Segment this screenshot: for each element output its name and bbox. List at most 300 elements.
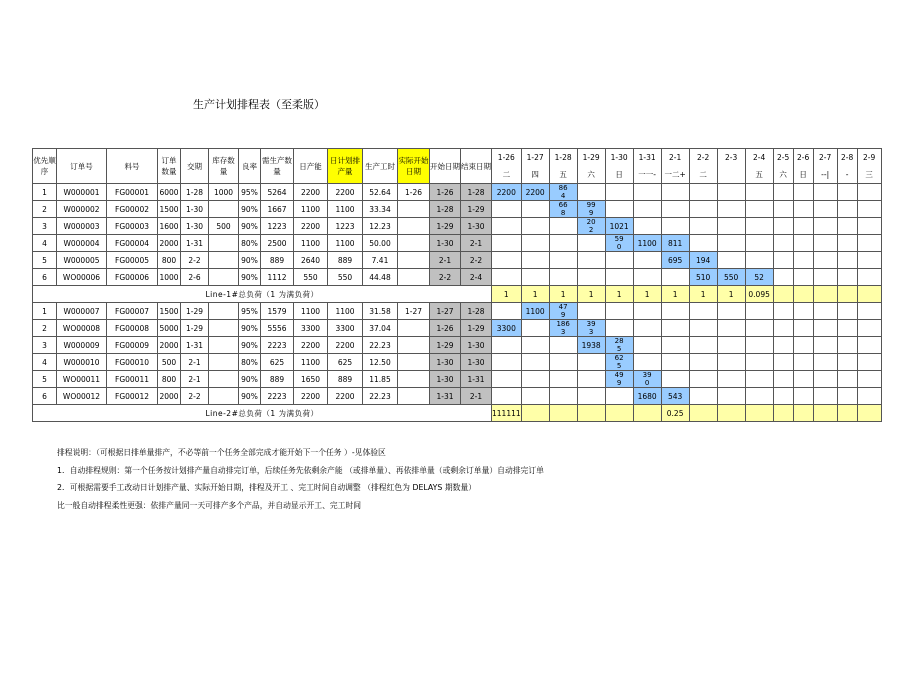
gantt-cell[interactable]: [793, 201, 813, 218]
cell-mat[interactable]: FG00005: [107, 252, 158, 269]
gantt-cell[interactable]: [773, 388, 793, 405]
gantt-cell[interactable]: [549, 388, 577, 405]
cell-p[interactable]: 3: [33, 337, 57, 354]
gantt-cell[interactable]: [689, 337, 717, 354]
gantt-cell[interactable]: [689, 320, 717, 337]
gantt-cell[interactable]: [793, 354, 813, 371]
cell-qty[interactable]: 6000: [158, 184, 181, 201]
gantt-cell[interactable]: [492, 252, 522, 269]
cell-actual[interactable]: [398, 388, 430, 405]
gantt-cell[interactable]: [633, 371, 661, 388]
cell-stock[interactable]: [209, 388, 239, 405]
gantt-cell[interactable]: [745, 337, 773, 354]
gantt-cell[interactable]: [837, 201, 857, 218]
cell-cap[interactable]: 2200: [294, 184, 328, 201]
cell-end[interactable]: 1-28: [461, 303, 492, 320]
gantt-cell[interactable]: [837, 354, 857, 371]
gantt-cell[interactable]: 695: [661, 252, 689, 269]
gantt-cell[interactable]: [793, 235, 813, 252]
gantt-cell[interactable]: [549, 354, 577, 371]
cell-due[interactable]: 1-30: [181, 218, 209, 235]
cell-mat[interactable]: FG00012: [107, 388, 158, 405]
gantt-cell[interactable]: 1021: [605, 218, 633, 235]
cell-cap[interactable]: 1100: [294, 303, 328, 320]
cell-actual[interactable]: [398, 371, 430, 388]
gantt-cell[interactable]: [605, 371, 633, 388]
cell-end[interactable]: 1-28: [461, 184, 492, 201]
cell-plan[interactable]: 1100: [328, 235, 363, 252]
cell-hrs[interactable]: 22.23: [363, 337, 398, 354]
gantt-cell[interactable]: [633, 218, 661, 235]
gantt-cell[interactable]: 543: [661, 388, 689, 405]
gantt-cell[interactable]: 1100: [521, 303, 549, 320]
cell-order[interactable]: W000003: [57, 218, 107, 235]
cell-hrs[interactable]: 22.23: [363, 388, 398, 405]
cell-start[interactable]: 1-28: [430, 201, 461, 218]
gantt-cell[interactable]: [717, 235, 745, 252]
gantt-cell[interactable]: [633, 337, 661, 354]
cell-yield[interactable]: 90%: [239, 218, 261, 235]
cell-hrs[interactable]: 52.64: [363, 184, 398, 201]
gantt-cell[interactable]: 2200: [521, 184, 549, 201]
cell-stock[interactable]: [209, 303, 239, 320]
gantt-cell[interactable]: [745, 184, 773, 201]
cell-mat[interactable]: FG00004: [107, 235, 158, 252]
gantt-cell[interactable]: [857, 303, 881, 320]
gantt-cell[interactable]: [689, 184, 717, 201]
cell-start[interactable]: 1-30: [430, 354, 461, 371]
gantt-cell[interactable]: [813, 184, 837, 201]
gantt-cell[interactable]: [605, 252, 633, 269]
cell-due[interactable]: 1-29: [181, 303, 209, 320]
gantt-cell[interactable]: [521, 371, 549, 388]
gantt-cell[interactable]: [661, 303, 689, 320]
gantt-cell[interactable]: [813, 303, 837, 320]
gantt-cell[interactable]: [549, 184, 577, 201]
cell-cap[interactable]: 2200: [294, 218, 328, 235]
cell-need[interactable]: 1667: [261, 201, 294, 218]
gantt-cell[interactable]: [773, 337, 793, 354]
gantt-cell[interactable]: [492, 269, 522, 286]
gantt-cell[interactable]: [577, 371, 605, 388]
gantt-cell[interactable]: [577, 235, 605, 252]
cell-start[interactable]: 1-27: [430, 303, 461, 320]
cell-plan[interactable]: 3300: [328, 320, 363, 337]
cell-qty[interactable]: 800: [158, 252, 181, 269]
cell-due[interactable]: 1-30: [181, 201, 209, 218]
cell-qty[interactable]: 1500: [158, 201, 181, 218]
gantt-cell[interactable]: [549, 337, 577, 354]
cell-hrs[interactable]: 37.04: [363, 320, 398, 337]
gantt-cell[interactable]: [633, 184, 661, 201]
gantt-cell[interactable]: [689, 388, 717, 405]
gantt-cell[interactable]: [521, 218, 549, 235]
cell-due[interactable]: 2-2: [181, 252, 209, 269]
cell-due[interactable]: 2-1: [181, 371, 209, 388]
cell-yield[interactable]: 95%: [239, 184, 261, 201]
gantt-cell[interactable]: [633, 201, 661, 218]
cell-mat[interactable]: FG00010: [107, 354, 158, 371]
gantt-cell[interactable]: [492, 371, 522, 388]
gantt-cell[interactable]: [633, 303, 661, 320]
gantt-cell[interactable]: [793, 337, 813, 354]
gantt-cell[interactable]: [492, 218, 522, 235]
gantt-cell[interactable]: 1938: [577, 337, 605, 354]
cell-start[interactable]: 1-30: [430, 371, 461, 388]
gantt-cell[interactable]: [577, 218, 605, 235]
cell-order[interactable]: WO00011: [57, 371, 107, 388]
cell-p[interactable]: 6: [33, 269, 57, 286]
cell-yield[interactable]: 80%: [239, 235, 261, 252]
cell-need[interactable]: 889: [261, 252, 294, 269]
gantt-cell[interactable]: [549, 269, 577, 286]
cell-order[interactable]: W000002: [57, 201, 107, 218]
cell-end[interactable]: 1-29: [461, 201, 492, 218]
cell-due[interactable]: 2-2: [181, 388, 209, 405]
gantt-cell[interactable]: [717, 252, 745, 269]
cell-due[interactable]: 1-31: [181, 235, 209, 252]
gantt-cell[interactable]: 2200: [492, 184, 522, 201]
gantt-cell[interactable]: [492, 235, 522, 252]
gantt-cell[interactable]: [717, 388, 745, 405]
gantt-cell[interactable]: [605, 303, 633, 320]
gantt-cell[interactable]: [492, 303, 522, 320]
cell-start[interactable]: 2-1: [430, 252, 461, 269]
gantt-cell[interactable]: [549, 371, 577, 388]
gantt-cell[interactable]: [773, 354, 793, 371]
gantt-cell[interactable]: [813, 371, 837, 388]
cell-end[interactable]: 1-30: [461, 354, 492, 371]
cell-mat[interactable]: FG00009: [107, 337, 158, 354]
gantt-cell[interactable]: [689, 235, 717, 252]
gantt-cell[interactable]: [857, 235, 881, 252]
gantt-cell[interactable]: [521, 337, 549, 354]
cell-stock[interactable]: [209, 252, 239, 269]
gantt-cell[interactable]: [661, 354, 689, 371]
cell-actual[interactable]: [398, 252, 430, 269]
cell-p[interactable]: 6: [33, 388, 57, 405]
cell-end[interactable]: 1-30: [461, 337, 492, 354]
cell-stock[interactable]: [209, 354, 239, 371]
cell-hrs[interactable]: 12.23: [363, 218, 398, 235]
gantt-cell[interactable]: [745, 218, 773, 235]
cell-cap[interactable]: 1100: [294, 235, 328, 252]
cell-start[interactable]: 1-29: [430, 337, 461, 354]
gantt-cell[interactable]: [745, 388, 773, 405]
gantt-cell[interactable]: [745, 354, 773, 371]
gantt-cell[interactable]: [605, 337, 633, 354]
cell-p[interactable]: 1: [33, 184, 57, 201]
cell-stock[interactable]: [209, 235, 239, 252]
gantt-cell[interactable]: [605, 184, 633, 201]
cell-qty[interactable]: 800: [158, 371, 181, 388]
gantt-cell[interactable]: [793, 320, 813, 337]
gantt-cell[interactable]: [521, 354, 549, 371]
cell-hrs[interactable]: 44.48: [363, 269, 398, 286]
gantt-cell[interactable]: [813, 388, 837, 405]
cell-actual[interactable]: [398, 218, 430, 235]
cell-actual[interactable]: [398, 354, 430, 371]
gantt-cell[interactable]: [577, 201, 605, 218]
cell-plan[interactable]: 889: [328, 371, 363, 388]
cell-order[interactable]: WO00006: [57, 269, 107, 286]
cell-plan[interactable]: 1223: [328, 218, 363, 235]
gantt-cell[interactable]: [857, 337, 881, 354]
gantt-cell[interactable]: [773, 184, 793, 201]
gantt-cell[interactable]: [745, 320, 773, 337]
gantt-cell[interactable]: 811: [661, 235, 689, 252]
cell-mat[interactable]: FG00006: [107, 269, 158, 286]
gantt-cell[interactable]: [857, 320, 881, 337]
gantt-cell[interactable]: [577, 252, 605, 269]
cell-qty[interactable]: 1600: [158, 218, 181, 235]
cell-end[interactable]: 2-4: [461, 269, 492, 286]
gantt-cell[interactable]: [773, 303, 793, 320]
gantt-cell[interactable]: [837, 252, 857, 269]
gantt-cell[interactable]: [521, 252, 549, 269]
cell-actual[interactable]: 1-27: [398, 303, 430, 320]
gantt-cell[interactable]: [633, 320, 661, 337]
cell-mat[interactable]: FG00011: [107, 371, 158, 388]
cell-due[interactable]: 1-29: [181, 320, 209, 337]
cell-stock[interactable]: [209, 269, 239, 286]
cell-end[interactable]: 2-1: [461, 388, 492, 405]
cell-mat[interactable]: FG00007: [107, 303, 158, 320]
gantt-cell[interactable]: [661, 320, 689, 337]
cell-cap[interactable]: 2200: [294, 337, 328, 354]
gantt-cell[interactable]: [857, 184, 881, 201]
cell-stock[interactable]: [209, 201, 239, 218]
cell-stock[interactable]: [209, 320, 239, 337]
cell-yield[interactable]: 90%: [239, 388, 261, 405]
cell-start[interactable]: 1-30: [430, 235, 461, 252]
cell-end[interactable]: 1-29: [461, 320, 492, 337]
cell-need[interactable]: 889: [261, 371, 294, 388]
cell-start[interactable]: 1-31: [430, 388, 461, 405]
gantt-cell[interactable]: [717, 218, 745, 235]
gantt-cell[interactable]: [521, 269, 549, 286]
gantt-cell[interactable]: [837, 337, 857, 354]
gantt-cell[interactable]: [605, 269, 633, 286]
gantt-cell[interactable]: [633, 354, 661, 371]
gantt-cell[interactable]: [857, 201, 881, 218]
gantt-cell[interactable]: [857, 354, 881, 371]
cell-yield[interactable]: 80%: [239, 354, 261, 371]
gantt-cell[interactable]: [633, 252, 661, 269]
cell-yield[interactable]: 90%: [239, 201, 261, 218]
gantt-cell[interactable]: [661, 184, 689, 201]
gantt-cell[interactable]: 550: [717, 269, 745, 286]
gantt-cell[interactable]: [605, 235, 633, 252]
gantt-cell[interactable]: [689, 354, 717, 371]
gantt-cell[interactable]: [837, 320, 857, 337]
cell-hrs[interactable]: 33.34: [363, 201, 398, 218]
cell-p[interactable]: 3: [33, 218, 57, 235]
gantt-cell[interactable]: [549, 303, 577, 320]
cell-qty[interactable]: 1000: [158, 269, 181, 286]
cell-end[interactable]: 1-30: [461, 218, 492, 235]
cell-need[interactable]: 2500: [261, 235, 294, 252]
gantt-cell[interactable]: [773, 252, 793, 269]
cell-actual[interactable]: [398, 337, 430, 354]
gantt-cell[interactable]: [605, 354, 633, 371]
gantt-cell[interactable]: [745, 371, 773, 388]
gantt-cell[interactable]: [549, 235, 577, 252]
gantt-cell[interactable]: [857, 371, 881, 388]
gantt-cell[interactable]: [577, 320, 605, 337]
cell-yield[interactable]: 95%: [239, 303, 261, 320]
gantt-cell[interactable]: [773, 320, 793, 337]
gantt-cell[interactable]: [549, 252, 577, 269]
gantt-cell[interactable]: [793, 252, 813, 269]
gantt-cell[interactable]: [793, 303, 813, 320]
cell-cap[interactable]: 2640: [294, 252, 328, 269]
cell-start[interactable]: 1-29: [430, 218, 461, 235]
cell-due[interactable]: 2-1: [181, 354, 209, 371]
cell-p[interactable]: 1: [33, 303, 57, 320]
cell-order[interactable]: W000001: [57, 184, 107, 201]
cell-due[interactable]: 1-31: [181, 337, 209, 354]
gantt-cell[interactable]: [605, 201, 633, 218]
cell-p[interactable]: 5: [33, 371, 57, 388]
cell-p[interactable]: 2: [33, 201, 57, 218]
gantt-cell[interactable]: [813, 337, 837, 354]
gantt-cell[interactable]: [577, 388, 605, 405]
cell-plan[interactable]: 550: [328, 269, 363, 286]
gantt-cell[interactable]: [689, 218, 717, 235]
gantt-cell[interactable]: [521, 201, 549, 218]
cell-mat[interactable]: FG00002: [107, 201, 158, 218]
gantt-cell[interactable]: 3300: [492, 320, 522, 337]
cell-end[interactable]: 1-31: [461, 371, 492, 388]
gantt-cell[interactable]: [661, 269, 689, 286]
cell-stock[interactable]: 500: [209, 218, 239, 235]
cell-cap[interactable]: 1100: [294, 354, 328, 371]
cell-need[interactable]: 1223: [261, 218, 294, 235]
gantt-cell[interactable]: [837, 371, 857, 388]
cell-stock[interactable]: 1000: [209, 184, 239, 201]
cell-mat[interactable]: FG00001: [107, 184, 158, 201]
gantt-cell[interactable]: [717, 201, 745, 218]
gantt-cell[interactable]: [773, 201, 793, 218]
cell-yield[interactable]: 90%: [239, 269, 261, 286]
gantt-cell[interactable]: [793, 184, 813, 201]
cell-hrs[interactable]: 11.85: [363, 371, 398, 388]
cell-plan[interactable]: 625: [328, 354, 363, 371]
gantt-cell[interactable]: [521, 235, 549, 252]
gantt-cell[interactable]: [773, 269, 793, 286]
cell-due[interactable]: 2-6: [181, 269, 209, 286]
cell-cap[interactable]: 1100: [294, 201, 328, 218]
gantt-cell[interactable]: [521, 388, 549, 405]
gantt-cell[interactable]: [577, 303, 605, 320]
gantt-cell[interactable]: [837, 388, 857, 405]
cell-cap[interactable]: 550: [294, 269, 328, 286]
cell-actual[interactable]: [398, 320, 430, 337]
gantt-cell[interactable]: [605, 388, 633, 405]
gantt-cell[interactable]: 194: [689, 252, 717, 269]
cell-hrs[interactable]: 50.00: [363, 235, 398, 252]
cell-qty[interactable]: 2000: [158, 235, 181, 252]
gantt-cell[interactable]: [717, 303, 745, 320]
cell-p[interactable]: 4: [33, 354, 57, 371]
gantt-cell[interactable]: [793, 371, 813, 388]
cell-yield[interactable]: 90%: [239, 371, 261, 388]
cell-actual[interactable]: 1-26: [398, 184, 430, 201]
cell-start[interactable]: 1-26: [430, 184, 461, 201]
gantt-cell[interactable]: [577, 354, 605, 371]
gantt-cell[interactable]: [793, 388, 813, 405]
cell-order[interactable]: W000009: [57, 337, 107, 354]
gantt-cell[interactable]: [492, 337, 522, 354]
cell-p[interactable]: 2: [33, 320, 57, 337]
cell-actual[interactable]: [398, 201, 430, 218]
gantt-cell[interactable]: [717, 320, 745, 337]
gantt-cell[interactable]: 1680: [633, 388, 661, 405]
gantt-cell[interactable]: [813, 252, 837, 269]
gantt-cell[interactable]: [837, 269, 857, 286]
gantt-cell[interactable]: [549, 320, 577, 337]
gantt-cell[interactable]: [857, 388, 881, 405]
cell-mat[interactable]: FG00008: [107, 320, 158, 337]
gantt-cell[interactable]: [689, 201, 717, 218]
cell-yield[interactable]: 90%: [239, 337, 261, 354]
cell-need[interactable]: 2223: [261, 388, 294, 405]
cell-order[interactable]: W000004: [57, 235, 107, 252]
gantt-cell[interactable]: [577, 269, 605, 286]
gantt-cell[interactable]: [717, 354, 745, 371]
cell-need[interactable]: 5556: [261, 320, 294, 337]
cell-cap[interactable]: 2200: [294, 388, 328, 405]
cell-yield[interactable]: 90%: [239, 320, 261, 337]
cell-qty[interactable]: 1500: [158, 303, 181, 320]
cell-need[interactable]: 625: [261, 354, 294, 371]
gantt-cell[interactable]: [813, 354, 837, 371]
cell-actual[interactable]: [398, 235, 430, 252]
gantt-cell[interactable]: [661, 371, 689, 388]
gantt-cell[interactable]: [745, 235, 773, 252]
gantt-cell[interactable]: [605, 320, 633, 337]
cell-plan[interactable]: 1100: [328, 201, 363, 218]
gantt-cell[interactable]: [549, 201, 577, 218]
gantt-cell[interactable]: [492, 388, 522, 405]
cell-plan[interactable]: 2200: [328, 337, 363, 354]
cell-end[interactable]: 2-2: [461, 252, 492, 269]
cell-cap[interactable]: 1650: [294, 371, 328, 388]
cell-qty[interactable]: 5000: [158, 320, 181, 337]
cell-order[interactable]: W000007: [57, 303, 107, 320]
gantt-cell[interactable]: [793, 269, 813, 286]
gantt-cell[interactable]: [813, 269, 837, 286]
gantt-cell[interactable]: 1100: [633, 235, 661, 252]
cell-cap[interactable]: 3300: [294, 320, 328, 337]
cell-plan[interactable]: 2200: [328, 388, 363, 405]
cell-need[interactable]: 1112: [261, 269, 294, 286]
gantt-cell[interactable]: 52: [745, 269, 773, 286]
cell-qty[interactable]: 500: [158, 354, 181, 371]
cell-need[interactable]: 5264: [261, 184, 294, 201]
gantt-cell[interactable]: [521, 320, 549, 337]
gantt-cell[interactable]: [745, 252, 773, 269]
cell-stock[interactable]: [209, 371, 239, 388]
gantt-cell[interactable]: [689, 371, 717, 388]
gantt-cell[interactable]: [717, 337, 745, 354]
gantt-cell[interactable]: [813, 218, 837, 235]
gantt-cell[interactable]: [837, 218, 857, 235]
cell-hrs[interactable]: 7.41: [363, 252, 398, 269]
cell-end[interactable]: 2-1: [461, 235, 492, 252]
cell-hrs[interactable]: 31.58: [363, 303, 398, 320]
